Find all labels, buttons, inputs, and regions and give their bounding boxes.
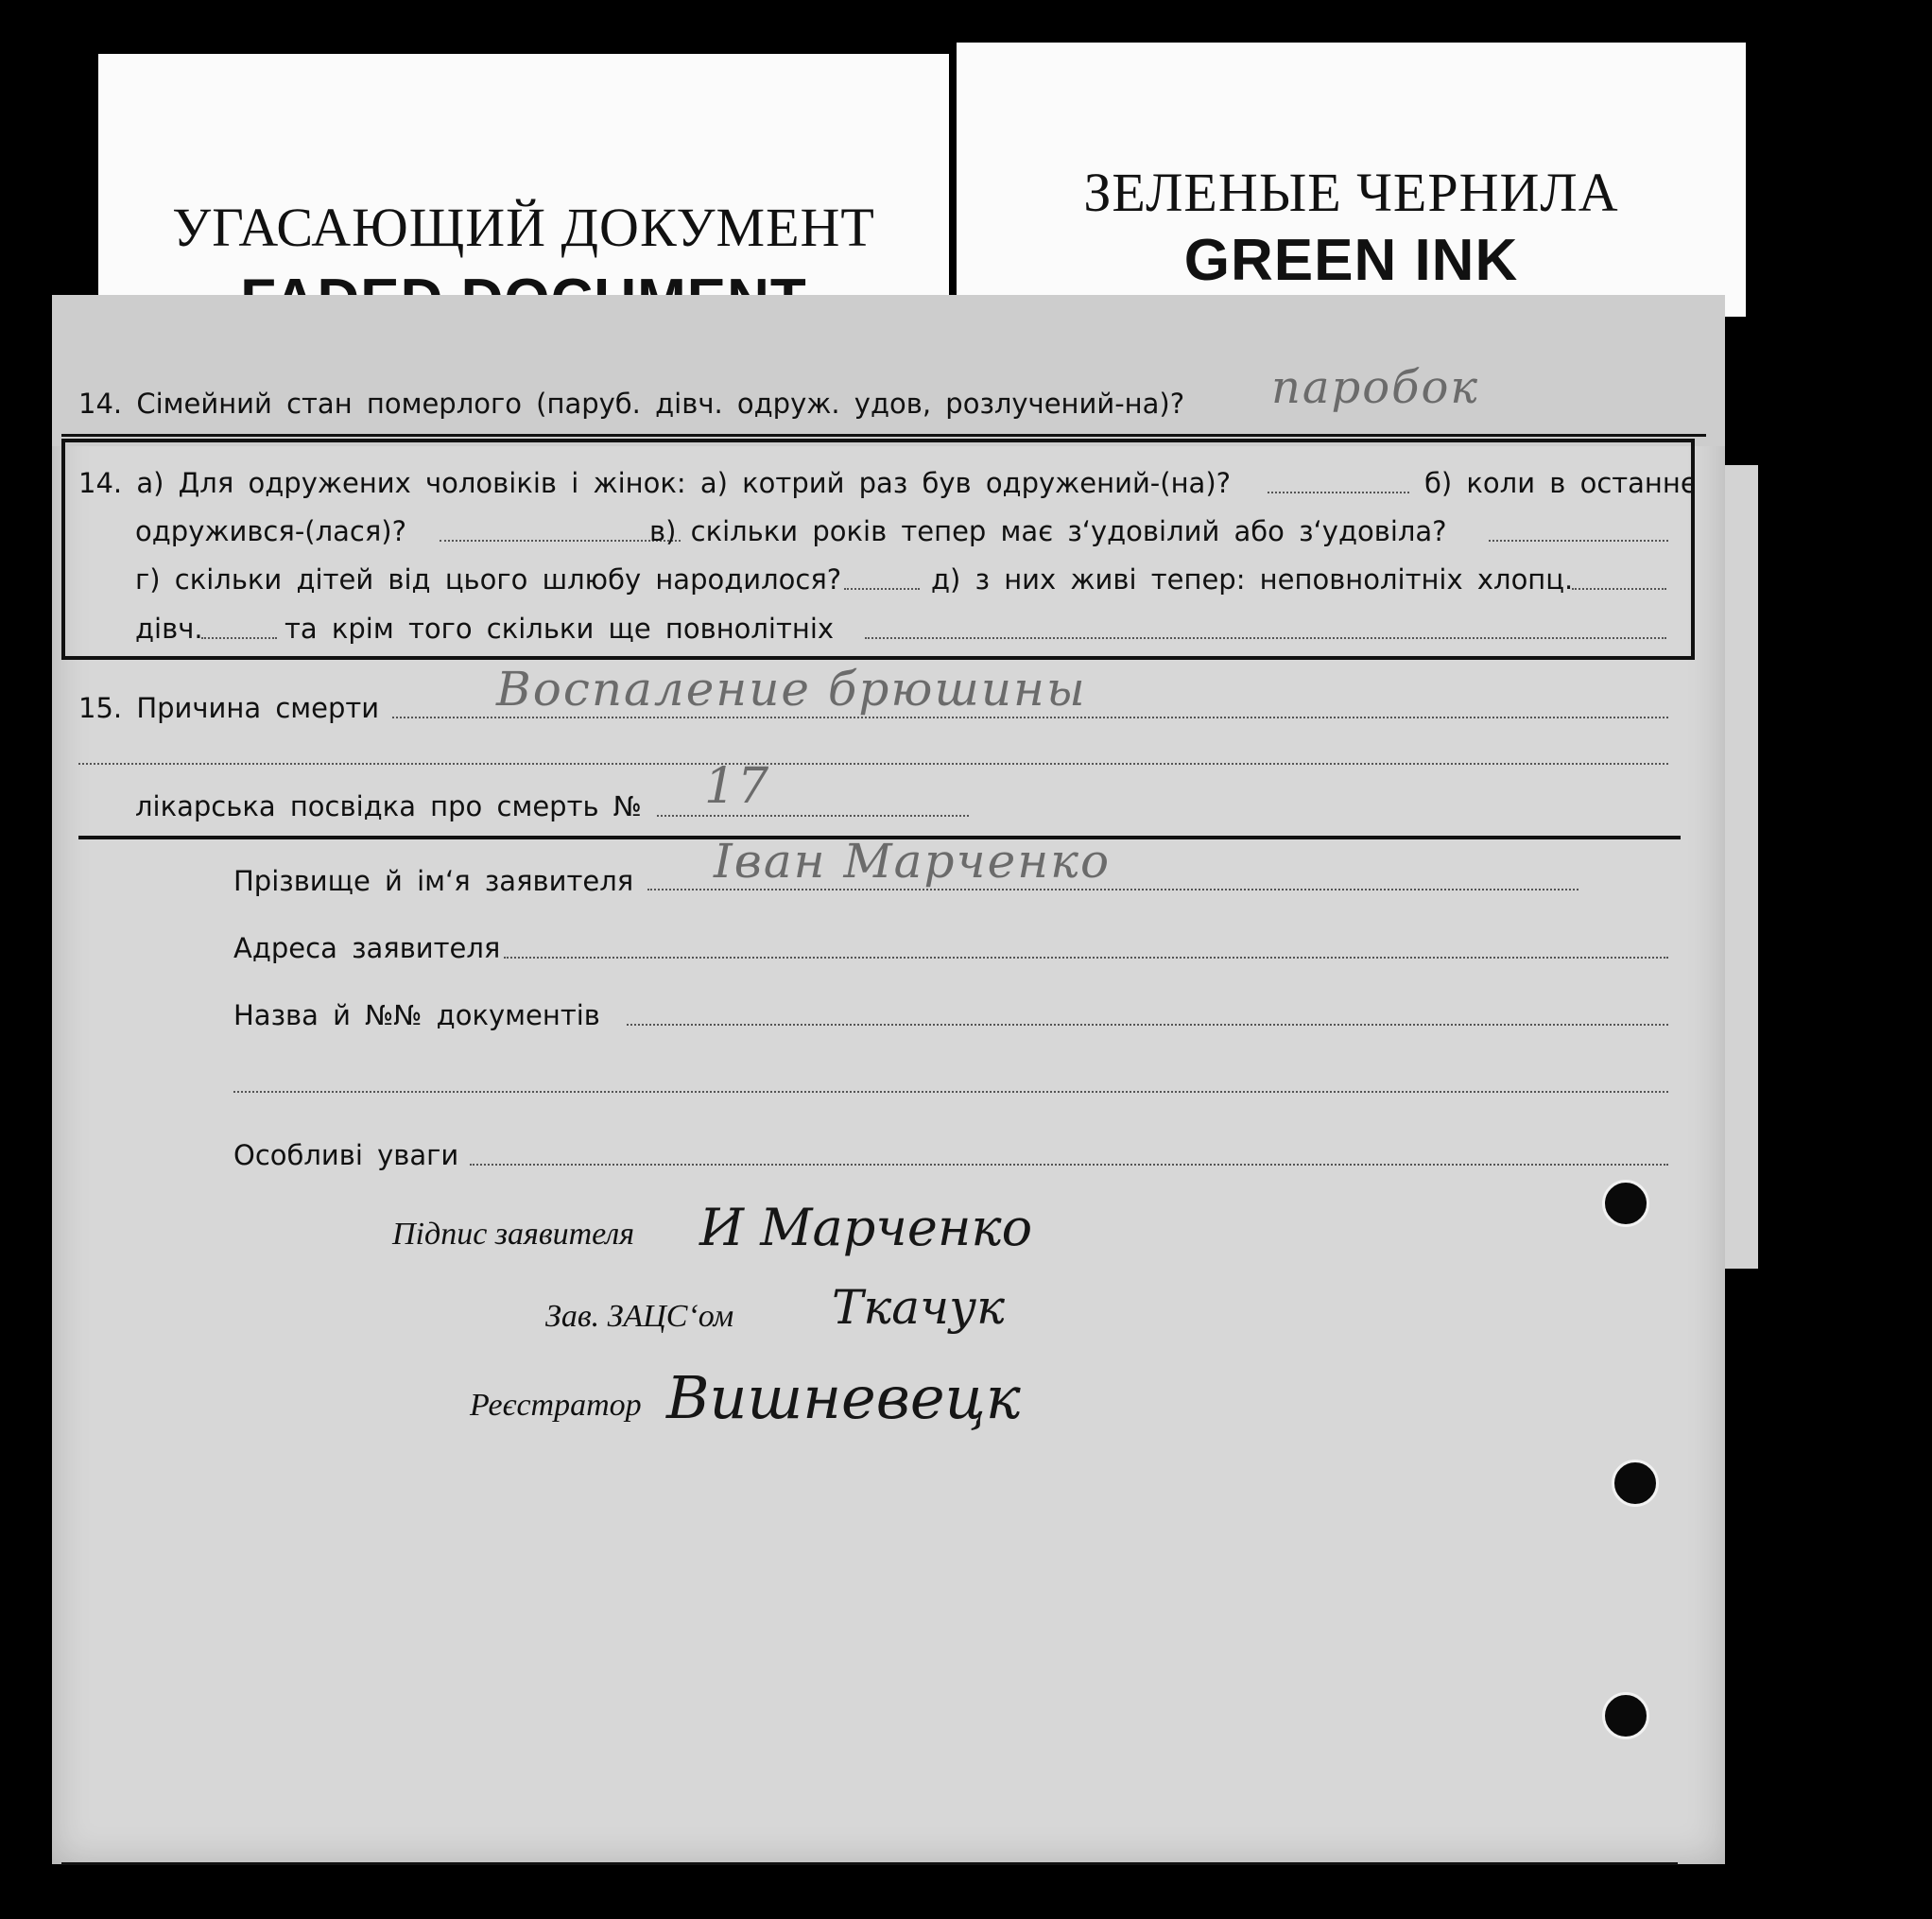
head-signature-label: Зав. ЗАЦС‘ом [545,1299,734,1334]
punch-hole [1602,1180,1649,1227]
q14a-line4b: та крім того скільки ще повнолітніх [285,613,835,645]
q14a-line3b: д) з них живі тепер: неповнолітніх хлопц. [931,563,1574,596]
q14-marital-answer: паробок [1271,361,1480,414]
green-label-ru: ЗЕЛЕНЫЕ ЧЕРНИЛА [1083,162,1619,223]
q15-cause-label: 15. Причина смерти [78,692,380,724]
applicant-signature-label: Підпис заявителя [392,1217,635,1252]
applicant-name-label: Прізвище й ім‘я заявителя [233,865,634,897]
certificate-label: лікарська посвідка про смерть № [135,790,642,822]
documents-label: Назва й №№ документів [233,999,600,1031]
green-label-en: GREEN INK [1183,228,1519,293]
q14a-line2a: одружився-(лася)? [135,515,406,547]
registrar-signature-label: Реєстратор [470,1388,642,1423]
q14a-line2b: в) скільки років тепер має з‘удовілий або з‘удовіла? [649,515,1447,547]
faded-document-label [98,54,949,314]
form-sheet [52,295,1725,1864]
q14a-line1: 14. а) Для одружених чоловіків і жінок: а) котрий раз був одружений-(на)? [78,467,1232,499]
notes-label: Особливі уваги [233,1139,459,1171]
head-signature: Ткачук [832,1280,1005,1335]
q14a-line1b: б) коли в останнє [1424,467,1696,499]
q14a-line3a: г) скільки дітей від цього шлюбу народилося? [135,563,842,596]
punch-hole [1612,1460,1659,1507]
applicant-address-label: Адреса заявителя [233,932,501,964]
green-ink-label [957,43,1746,317]
q15-cause-answer: Воспаление брюшины [496,662,1087,717]
applicant-name-answer: Іван Марченко [714,834,1112,889]
registrar-signature: Вишневецк [666,1363,1021,1432]
faded-label-ru: УГАСАЮЩИЙ ДОКУМЕНТ [172,197,875,258]
applicant-signature: И Марченко [699,1198,1033,1257]
punch-hole [1602,1692,1649,1739]
certificate-number: 17 [704,758,771,815]
q14-marital-label: 14. Сімейний стан померлого (паруб. дівч. одруж. удов, розлучений-на)? [78,388,1185,420]
q14a-line4a: дівч. [135,613,203,645]
